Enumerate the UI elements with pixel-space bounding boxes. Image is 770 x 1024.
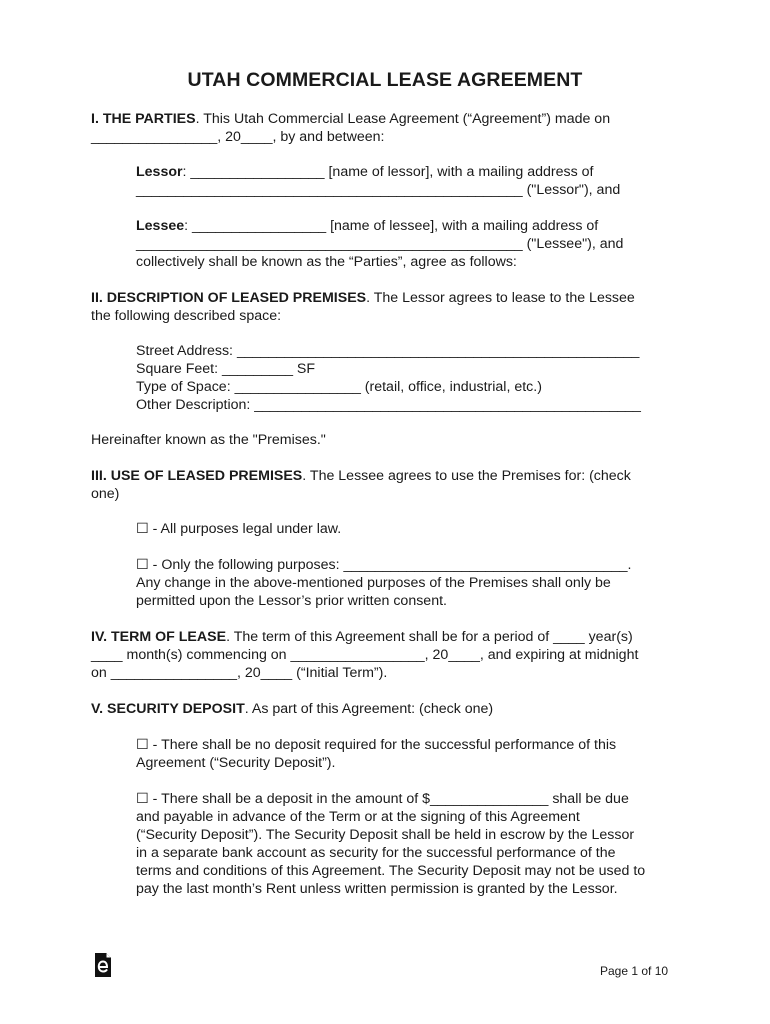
- square-feet-field: Square Feet: _________ SF: [136, 361, 316, 377]
- term-intro-line: [91, 628, 633, 646]
- lessor-line2: _________________________________________________ ("Lessor"), and: [136, 182, 621, 198]
- lessor-label: Lessor: [136, 164, 183, 180]
- use-line2: one): [91, 486, 120, 502]
- lessee-label: Lessee: [136, 218, 185, 234]
- term-line1: . The term of this Agreement shall be for a period of ____ year(s): [226, 629, 633, 645]
- premises-line2: the following described space:: [91, 308, 282, 324]
- deposit-heading: V. SECURITY DEPOSIT: [91, 701, 245, 717]
- deposit-option-amount-line6: pay the last month’s Rent unless written permission is granted by the Lessor.: [136, 881, 618, 897]
- lessee-line2: _________________________________________________ ("Lessee"), and: [136, 236, 624, 252]
- deposit-option-amount: ☐ - There shall be a deposit in the amount of $_______________ shall be due: [136, 791, 629, 807]
- lessor-line: [136, 163, 593, 181]
- use-heading: III. USE OF LEASED PREMISES: [91, 468, 303, 484]
- hereinafter-line: Hereinafter known as the "Premises.": [91, 432, 326, 448]
- parties-intro-line: [91, 110, 610, 128]
- lessee-line3: collectively shall be known as the “Parties”, agree as follows:: [136, 254, 517, 270]
- document-title: UTAH COMMERCIAL LEASE AGREEMENT: [187, 69, 583, 91]
- page-number: Page 1 of 10: [600, 964, 669, 978]
- use-option-all-purposes: ☐ - All purposes legal under law.: [136, 521, 342, 537]
- eforms-logo-icon: [93, 952, 113, 978]
- use-option-following-purposes: ☐ - Only the following purposes: ____________________________________.: [136, 557, 632, 573]
- deposit-option-amount-line4: in a separate bank account as security for the successful performance of the: [136, 845, 616, 861]
- parties-line1: . This Utah Commercial Lease Agreement (“Agreement”) made on: [195, 111, 611, 127]
- deposit-option-amount-line5: terms and conditions of this Agreement. The Security Deposit may not be used to: [136, 863, 646, 879]
- parties-line2: ________________, 20____, by and between:: [91, 129, 385, 145]
- parties-heading: I. THE PARTIES: [91, 111, 196, 127]
- type-of-space-field: Type of Space: ________________ (retail, office, industrial, etc.): [136, 379, 542, 395]
- use-option2-line2: Any change in the above-mentioned purposes of the Premises shall only be: [136, 575, 611, 591]
- deposit-intro-line: [91, 700, 493, 718]
- deposit-line1: . As part of this Agreement: (check one): [244, 701, 494, 717]
- premises-line1: . The Lessor agrees to lease to the Lessee: [366, 290, 635, 306]
- term-line3: on ________________, 20____ (“Initial Term”).: [91, 665, 388, 681]
- deposit-option-none: ☐ - There shall be no deposit required for the successful performance of this: [136, 737, 617, 753]
- street-address-field: Street Address: ___________________________________________________: [136, 343, 640, 359]
- deposit-option-none-line2: Agreement (“Security Deposit”).: [136, 755, 336, 771]
- use-intro-line: [91, 467, 631, 485]
- lessee-line: [136, 217, 598, 235]
- use-option2-line3: permitted upon the Lessor’s prior written consent.: [136, 593, 447, 609]
- premises-intro-line: [91, 289, 635, 307]
- lessee-line1: : _________________ [name of lessee], with a mailing address of: [184, 218, 599, 234]
- term-line2: ____ month(s) commencing on _________________, 20____, and expiring at midnight: [91, 647, 639, 663]
- deposit-option-amount-line2: and payable in advance of the Term or at the signing of this Agreement: [136, 809, 580, 825]
- premises-heading: II. DESCRIPTION OF LEASED PREMISES: [91, 290, 367, 306]
- lessor-line1: : _________________ [name of lessor], with a mailing address of: [182, 164, 594, 180]
- deposit-option-amount-line3: (“Security Deposit”). The Security Deposit shall be held in escrow by the Lessor: [136, 827, 635, 843]
- use-line1: . The Lessee agrees to use the Premises for: (check: [302, 468, 631, 484]
- other-description-field: Other Description: _________________________________________________: [136, 397, 641, 413]
- term-heading: IV. TERM OF LEASE: [91, 629, 227, 645]
